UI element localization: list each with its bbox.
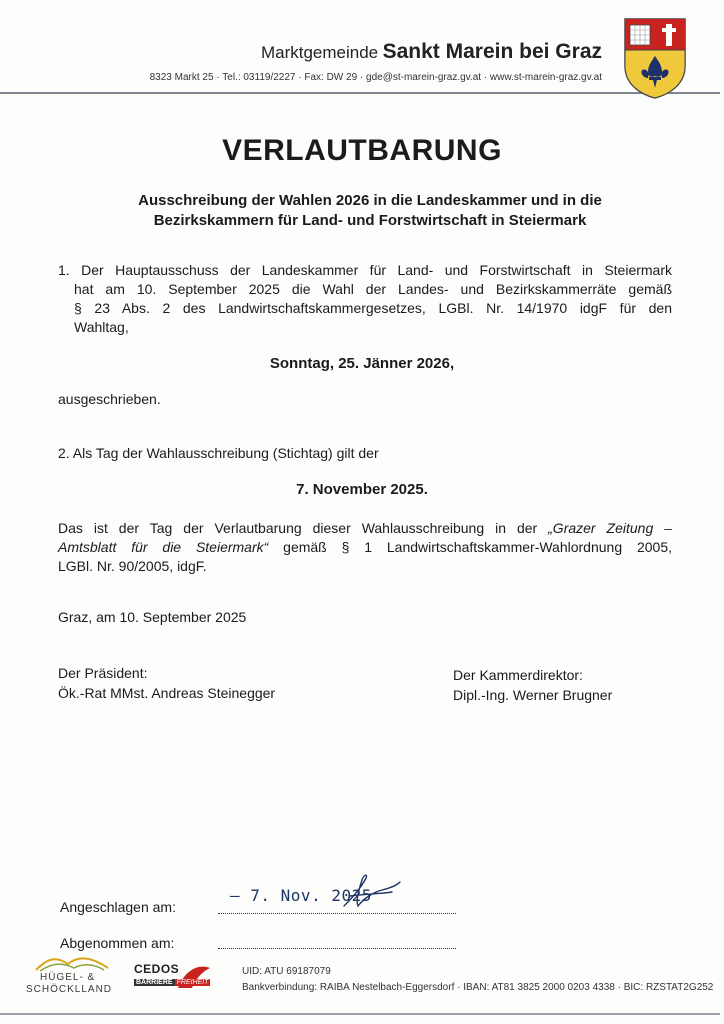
header-divider [0, 92, 720, 94]
region-logo-line-2: SCHÖCKLLAND [26, 984, 113, 995]
signature-director [453, 665, 612, 705]
document-subheading [80, 191, 660, 231]
cedos-logo-title: CEDOS [134, 962, 180, 976]
paragraph-1-line: hat am 10. September 2025 die Wahl der Landes- und Bezirkskammerräte gemäß [74, 281, 672, 297]
director-name: Dipl.-Ing. Werner Brugner [453, 687, 613, 703]
contact-line: 8323 Markt 25 · Tel.: 03119/2227 · Fax: DW 29 · gde@st-marein-graz.gv.at · www.st-marein-graz.gv.at [149, 72, 602, 83]
initials-signature-icon [336, 872, 404, 912]
paragraph-1 [58, 261, 672, 337]
paragraph-3-text: Das ist der Tag der Verlautbarung dieser Wahlausschreibung in der [58, 520, 549, 536]
newspaper-name: „Grazer Zeitung – [548, 520, 672, 536]
paragraph-1-line: 1. Der Hauptausschuss der Landeskammer für Land- und Forstwirtschaft in Steiermark [58, 262, 672, 278]
paragraph-2: 2. Als Tag der Wahlausschreibung (Stichtag) gilt der [58, 445, 379, 461]
uid-number: UID: ATU 69187079 [242, 966, 331, 977]
cedos-logo-tagline [134, 979, 210, 986]
posted-date-line [218, 913, 456, 914]
municipality-name: Sankt Marein bei Graz [382, 40, 602, 63]
ausgeschrieben-text: ausgeschrieben. [58, 391, 161, 407]
hills-icon [34, 954, 110, 972]
posted-label: Angeschlagen am: [60, 899, 176, 915]
municipality-prefix: Marktgemeinde [260, 43, 379, 62]
paragraph-1-line: § 23 Abs. 2 des Landwirtschaftskammergesetzes, LGBl. Nr. 14/1970 idgF für den [74, 300, 672, 316]
removed-label: Abgenommen am: [60, 935, 175, 951]
removed-date-line [218, 948, 456, 949]
president-title: Der Präsident: [58, 665, 148, 681]
huegel-schoeckelland-logo [26, 954, 116, 1000]
posted-date-stamp: – 7. Nov. 2025 [230, 886, 372, 905]
footer-divider [0, 1013, 720, 1015]
document-heading: VERLAUTBARUNG [222, 134, 502, 167]
cedos-freiheit: FREIHEIT [176, 979, 209, 986]
coat-of-arms-icon [622, 16, 688, 100]
paragraph-3-line-1 [58, 519, 672, 538]
subheading-line: Bezirkskammern für Land- und Forstwirtschaft in Steiermark [153, 212, 587, 229]
director-title: Der Kammerdirektor: [453, 667, 583, 683]
cedos-barriere: BARRIERE [136, 979, 173, 986]
election-date: Sonntag, 25. Jänner 2026, [269, 355, 455, 372]
region-logo-line-1: HÜGEL- & [40, 972, 96, 983]
cedos-swoosh-icon [176, 964, 212, 990]
paragraph-1-line: Wahltag, [74, 319, 129, 335]
subheading-line: Ausschreibung der Wahlen 2026 in die Landeskammer und in die [138, 192, 602, 209]
newspaper-name-cont: Amtsblatt für die Steiermark“ [58, 539, 269, 555]
paragraph-3-text: gemäß § 1 Landwirtschaftskammer-Wahlordnung 2005, [268, 539, 673, 555]
bank-details: Bankverbindung: RAIBA Nestelbach-Eggersdorf · IBAN: AT81 3825 2000 0203 4338 · BIC: RZSTAT2G252 [242, 982, 714, 993]
municipality-title [0, 40, 602, 64]
paragraph-3-line-3: LGBl. Nr. 90/2005, idgF. [58, 558, 207, 574]
paragraph-3 [58, 519, 672, 576]
cedos-logo [132, 962, 214, 996]
signature-president [58, 663, 275, 703]
paragraph-3-line-2 [58, 538, 672, 557]
president-name: Ök.-Rat MMst. Andreas Steinegger [58, 685, 276, 701]
place-date: Graz, am 10. September 2025 [58, 609, 247, 625]
stichtag-date: 7. November 2025. [296, 481, 428, 498]
